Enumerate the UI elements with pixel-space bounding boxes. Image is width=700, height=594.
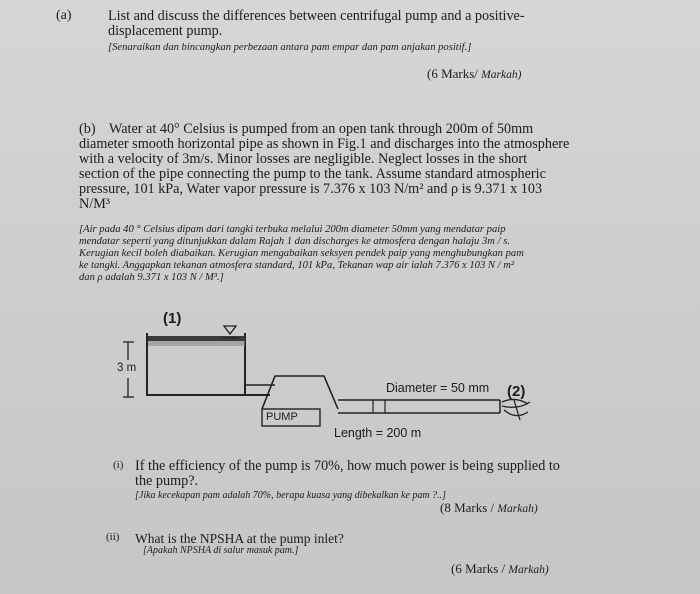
part-b-line-3: with a velocity of 3m/s. Minor losses are negligible. Neglect losses in the short (79, 151, 528, 167)
length-label: Length = 200 m (334, 426, 422, 440)
pump-label: PUMP (266, 411, 298, 423)
sub-ii-marks-malay: Markah) (508, 564, 549, 576)
part-b-line-4: section of the pipe connecting the pump to the tank. Assume standard atmospheric (79, 166, 546, 182)
sub-i-line-1: If the efficiency of the pump is 70%, how much power is being supplied to (135, 458, 560, 474)
part-a-marks-label: (6 Marks/ (427, 66, 478, 81)
part-b-translation-1: [Air pada 40 ° Celsius dipam dari tangki terbuka melalui 200m diameter 50mm yang mendatar paip (79, 224, 506, 235)
sub-ii-question: What is the NPSHA at the pump inlet? (135, 531, 344, 546)
part-a-translation: [Senaraikan dan bincangkan perbezaan antara pam empar dan pam anjakan positif.] (108, 42, 472, 53)
sub-ii-number: (ii) (106, 531, 120, 543)
part-b-number: (b) (79, 121, 96, 137)
part-a-number: (a) (56, 8, 72, 23)
part-b-translation-2: mendatar seperti yang ditunjukkan dalam Rajah 1 dan discharges ke atmosfera dengan halaju 3m / s. (79, 236, 510, 247)
part-b-translation-5: dan ρ adalah 9.371 x 103 N / M³.] (79, 272, 224, 283)
sub-ii-translation: [Apakah NPSHA di salur masuk pam.] (143, 545, 299, 556)
part-b-translation-4: ke tangki. Anggapkan tekanan atmosfera standard, 101 kPa, Tekanan wap air ialah 7.376 x 103 N / m² (79, 260, 515, 271)
free-surface-marker-icon (224, 326, 236, 334)
height-label: 3 m (117, 362, 137, 374)
sub-ii-marks (451, 561, 549, 577)
sub-i-marks (440, 500, 538, 516)
sub-i-number: (i) (113, 459, 124, 471)
part-b-line-1: Water at 40° Celsius is pumped from an open tank through 200m of 50mm (109, 121, 534, 137)
sub-i-marks-label: (8 Marks / (440, 500, 495, 515)
part-b-line-2: diameter smooth horizontal pipe as shown in Fig.1 and discharges into the atmosphere (79, 136, 570, 152)
part-b-line-5: pressure, 101 kPa, Water vapor pressure is 7.376 x 103 N/m² and ρ is 9.371 x 103 (79, 181, 543, 197)
part-a-question: List and discuss the differences between centrifugal pump and a positive-displacement pump. (108, 8, 525, 39)
sub-i-marks-malay: Markah) (497, 503, 538, 515)
annotation-1: (1) (163, 310, 182, 327)
part-a-marks-malay: Markah) (481, 69, 522, 81)
sub-i-translation: [Jika kecekapan pam adalah 70%, berapa kuasa yang dibekalkan ke pam ?..] (135, 490, 447, 501)
annotation-2: (2) (507, 383, 526, 400)
diameter-label: Diameter = 50 mm (386, 381, 490, 395)
part-b-line-6: N/M³ (79, 196, 111, 212)
pump-body (262, 376, 338, 409)
discharge-jet (502, 399, 530, 420)
sub-i-line-2: the pump?. (135, 473, 199, 489)
part-b-translation-3: Kerugian kecil boleh diabaikan. Kerugian mengabaikan seksyen pendek paip yang menghubungkan pam (79, 248, 524, 259)
sub-ii-marks-label: (6 Marks / (451, 561, 506, 576)
